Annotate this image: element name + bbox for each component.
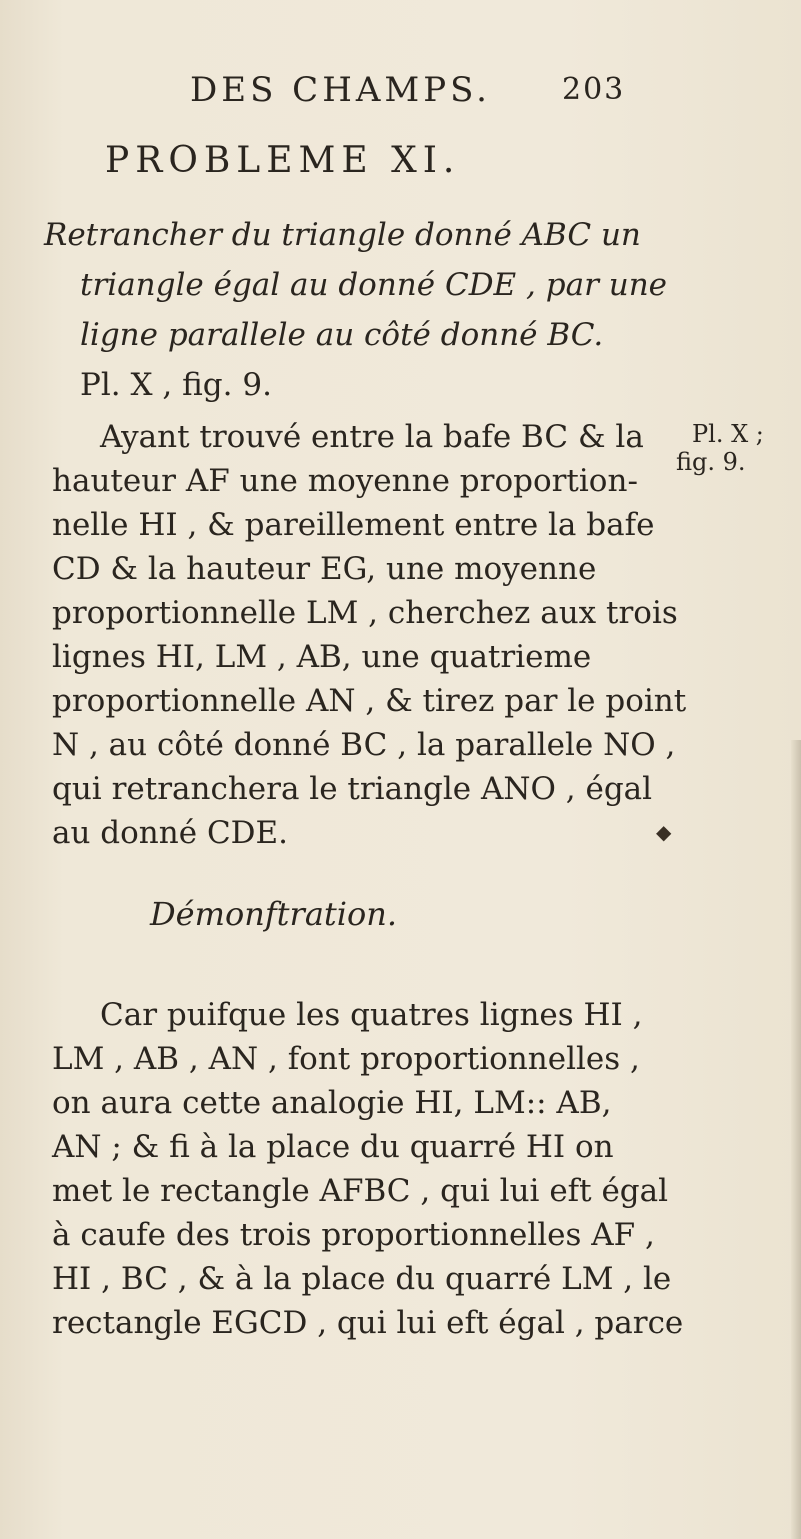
paragraph-line: AN ; & fi à la place du quarré HI on: [52, 1129, 614, 1165]
ink-mark-icon: ◆: [656, 820, 672, 844]
paragraph-line: CD & la hauteur EG, une moyenne: [52, 551, 597, 587]
paragraph-line: qui retranchera le triangle ANO , égal: [52, 771, 653, 807]
running-header: [190, 70, 626, 110]
statement-line: triangle égal au donné CDE , par une: [80, 267, 668, 303]
paragraph-line: N , au côté donné BC , la parallele NO ,: [52, 727, 676, 763]
problem-title: PROBLEME XI.: [105, 140, 461, 181]
paragraph-line: à caufe des trois proportionnelles AF ,: [52, 1217, 655, 1253]
paragraph-line: proportionnelle AN , & tirez par le point: [52, 683, 687, 719]
margin-plate-ref: Pl. X ;: [692, 420, 764, 448]
paragraph-line: HI , BC , & à la place du quarré LM , le: [52, 1261, 672, 1297]
page-edge-shadow: [791, 740, 801, 1539]
paragraph-line: LM , AB , AN , font proportionnelles ,: [52, 1041, 640, 1077]
paragraph-line: Ayant trouvé entre la bafe BC & la: [100, 419, 644, 455]
statement-line: Retrancher du triangle donné ABC un: [44, 217, 641, 253]
paragraph-line: met le rectangle AFBC , qui lui eft égal: [52, 1173, 669, 1209]
running-title: DES CHAMPS.: [190, 70, 491, 110]
paragraph-line: hauteur AF une moyenne proportion-: [52, 463, 638, 499]
paragraph-line: au donné CDE.: [52, 815, 288, 851]
margin-fig-ref: fig. 9.: [676, 448, 746, 476]
paragraph-line: on aura cette analogie HI, LM:: AB,: [52, 1085, 612, 1121]
paragraph-line: proportionnelle LM , cherchez aux trois: [52, 595, 678, 631]
section-heading: Démonftration.: [150, 895, 398, 933]
statement-line: ligne parallele au côté donné BC.: [80, 317, 604, 353]
problem-statement: [44, 210, 684, 410]
paragraph-construction: [52, 415, 692, 855]
paragraph-line: nelle HI , & pareillement entre la bafe: [52, 507, 655, 543]
figure-reference: Pl. X , fig. 9.: [80, 367, 272, 403]
page-number: 203: [562, 72, 626, 107]
paragraph-line: rectangle EGCD , qui lui eft égal , parce: [52, 1305, 684, 1341]
paragraph-line: Car puifque les quatres lignes HI ,: [100, 997, 643, 1033]
paragraph-demonstration: [52, 993, 692, 1345]
paragraph-line: lignes HI, LM , AB, une quatrieme: [52, 639, 592, 675]
